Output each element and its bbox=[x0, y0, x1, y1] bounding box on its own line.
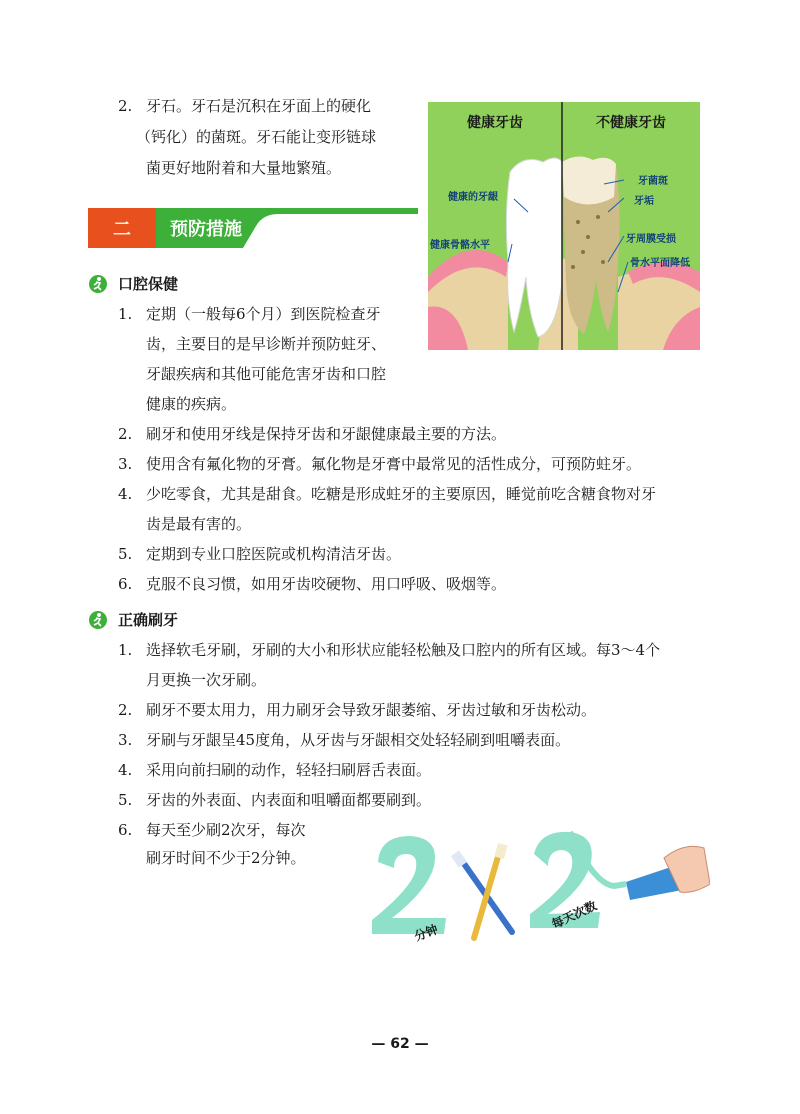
paragraph-line: 牙刷与牙龈呈45度角，从牙齿与牙龈相交处轻轻刷到咀嚼表面。 bbox=[146, 731, 571, 749]
list-number: 2. bbox=[118, 425, 133, 443]
paragraph-line: 牙龈疾病和其他可能危害牙齿和口腔 bbox=[146, 365, 387, 383]
list-number: 2. bbox=[118, 701, 133, 719]
paragraph-line: 采用向前扫刷的动作，轻轻扫刷唇舌表面。 bbox=[146, 761, 432, 779]
paragraph-line: 每天至少刷2次牙，每次 bbox=[146, 821, 306, 839]
brushing-illustration bbox=[364, 814, 710, 954]
paragraph-line: 定期（一般每6个月）到医院检查牙 bbox=[146, 305, 381, 323]
paragraph-line: 定期到专业口腔医院或机构清洁牙齿。 bbox=[146, 545, 402, 563]
section-banner bbox=[88, 206, 418, 248]
subheading-brushing: 正确刷牙 bbox=[118, 611, 179, 629]
list-number: 5. bbox=[118, 545, 133, 563]
paragraph-line: 使用含有氟化物的牙膏。氟化物是牙膏中最常见的活性成分，可预防蛀牙。 bbox=[146, 455, 642, 473]
list-number: 4. bbox=[118, 761, 133, 779]
section-number: 二 bbox=[113, 219, 131, 240]
list-number: 1. bbox=[118, 641, 133, 659]
label-healthy-bone: 健康骨骼水平 bbox=[430, 240, 490, 251]
healthy-teeth-title: 健康牙齿 bbox=[467, 115, 523, 131]
paragraph-line: 选择软毛牙刷，牙刷的大小和形状应能轻松触及口腔内的所有区域。每3～4个 bbox=[146, 641, 661, 659]
list-number: 6. bbox=[118, 821, 133, 839]
paragraph-line: 月更换一次牙刷。 bbox=[146, 671, 267, 689]
paragraph-line: 牙齿的外表面、内表面和咀嚼面都要刷到。 bbox=[146, 791, 432, 809]
list-number: 5. bbox=[118, 791, 133, 809]
page-number: — 62 — bbox=[371, 1036, 429, 1052]
section-title: 预防措施 bbox=[170, 219, 242, 240]
paragraph-line: （钙化）的菌斑。牙石能让变形链球 bbox=[136, 128, 377, 146]
list-number: 3. bbox=[118, 455, 133, 473]
running-person-icon bbox=[88, 274, 108, 294]
list-number: 4. bbox=[118, 485, 133, 503]
paragraph-line: 健康的疾病。 bbox=[146, 395, 237, 413]
paragraph-line: 刷牙时间不少于2分钟。 bbox=[146, 849, 306, 867]
list-number: 2. bbox=[118, 97, 133, 115]
label-healthy-gum: 健康的牙龈 bbox=[448, 192, 498, 203]
paragraph-line: 少吃零食，尤其是甜食。吃糖是形成蛀牙的主要原因，睡觉前吃含糖食物对牙 bbox=[146, 485, 657, 503]
paragraph-line: 刷牙和使用牙线是保持牙齿和牙龈健康最主要的方法。 bbox=[146, 425, 507, 443]
label-bacteria: 牙菌斑 bbox=[638, 176, 668, 187]
paragraph-line: 齿，主要目的是早诊断并预防蛀牙、 bbox=[146, 335, 387, 353]
subheading-oral-care: 口腔保健 bbox=[118, 275, 179, 293]
minutes-label: 分钟 bbox=[412, 922, 440, 944]
paragraph-line: 克服不良习惯，如用牙齿咬硬物、用口呼吸、吸烟等。 bbox=[146, 575, 507, 593]
times-per-day-label: 每天次数 bbox=[549, 898, 599, 932]
paragraph-line: 齿是最有害的。 bbox=[146, 515, 252, 533]
teeth-comparison-figure bbox=[428, 102, 700, 350]
paragraph-line: 刷牙不要太用力，用力刷牙会导致牙龈萎缩、牙齿过敏和牙齿松动。 bbox=[146, 701, 597, 719]
list-number: 3. bbox=[118, 731, 133, 749]
label-periodontal: 牙周膜受损 bbox=[626, 234, 676, 245]
unhealthy-teeth-title: 不健康牙齿 bbox=[596, 115, 666, 131]
running-person-icon bbox=[88, 610, 108, 630]
list-number: 1. bbox=[118, 305, 133, 323]
paragraph-line: 牙石。牙石是沉积在牙面上的硬化 bbox=[146, 97, 372, 115]
label-plaque: 牙垢 bbox=[634, 196, 654, 207]
list-number: 6. bbox=[118, 575, 133, 593]
label-bone-loss: 骨水平面降低 bbox=[630, 258, 690, 269]
paragraph-line: 菌更好地附着和大量地繁殖。 bbox=[146, 159, 342, 177]
